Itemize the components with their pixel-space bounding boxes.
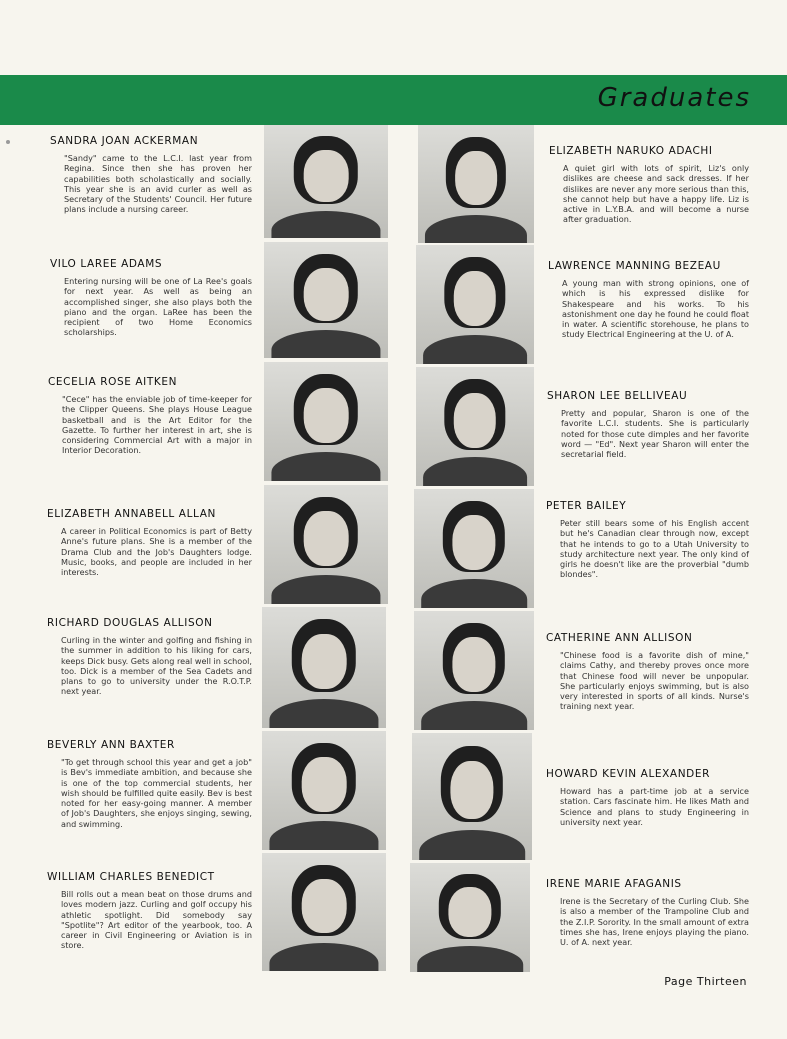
- graduate-name: CECELIA ROSE AITKEN: [48, 376, 178, 388]
- graduate-entry: [549, 145, 749, 225]
- graduate-entry: [547, 390, 749, 459]
- graduate-bio: "Chinese food is a favorite dish of mine," claims Cathy, and thereby proves once more that Chinese food will never be unpopular. She particularly enjoys swimming, but is also very interested in sports of all kinds. Nurse's training next year.: [560, 650, 749, 712]
- graduate-entry: [548, 260, 749, 340]
- graduate-bio: Howard has a part-time job at a service station. Cars fascinate him. He likes Math and Science and plans to study Engineering in university next year.: [560, 786, 749, 827]
- graduate-bio: Entering nursing will be one of La Ree's goals for next year. As well as being an accomplished singer, she also plays both the piano and the organ. LaRee has been the recipient of two Home Economics scholarships.: [64, 276, 252, 338]
- graduate-portrait: [264, 125, 388, 238]
- graduate-portrait: [262, 607, 386, 728]
- graduate-bio: "To get through school this year and get a job" is Bev's immediate ambition, and because she is one of the top commercial students, her wish should be fulfilled quite easily. Bev is best noted for her easy-going manner. A member of Job's Daughters, she enjoys singing, sewing, and swimming.: [61, 757, 252, 829]
- graduate-name: SHARON LEE BELLIVEAU: [547, 390, 688, 402]
- graduate-entry: [546, 632, 749, 712]
- header-banner: [0, 75, 787, 125]
- graduate-bio: A career in Political Economics is part of Betty Anne's future plans. She is a member of the Drama Club and the Job's Daughters lodge. Music, books, and people are included in her interests.: [61, 526, 252, 578]
- graduate-name: HOWARD KEVIN ALEXANDER: [546, 768, 710, 780]
- graduate-bio: Peter still bears some of his English accent but he's Canadian clear through now, except that he intends to go to a Utah University to study architecture next year. The only kind of girls he doesn't like are the proverbial "dumb blondes".: [560, 518, 749, 580]
- graduate-bio: Curling in the winter and golfing and fishing in the summer in addition to his liking for cars, keeps Dick busy. Gets along real well in school, too. Dick is a member of the Sea Cadets and plans to go to university under the R.O.T.P. next year.: [61, 635, 253, 697]
- graduate-entry: [47, 617, 252, 697]
- graduate-bio: Irene is the Secretary of the Curling Club. She is also a member of the Trampoline Club and the Z.I.P. Sorority. In the small amount of extra times she has, Irene enjoys playing the piano. U. of A. next year.: [560, 896, 749, 948]
- graduate-bio: Pretty and popular, Sharon is one of the favorite L.C.I. students. She is particularly noted for those cute dimples and her favorite word — "Ed". Next year Sharon will enter the secretarial field.: [561, 408, 749, 460]
- margin-mark: [6, 140, 10, 144]
- graduate-bio: Bill rolls out a mean beat on those drums and loves modern jazz. Curling and golf occupy his athletic spotlight. Did somebody say "Spotlite"? Art editor of the yearbook, too. A career in Civil Engineering or Aviation is in store.: [61, 889, 252, 951]
- graduate-name: SANDRA JOAN ACKERMAN: [50, 135, 199, 147]
- graduate-portrait: [414, 489, 534, 608]
- graduate-entry: [50, 135, 252, 215]
- graduate-name: ELIZABETH NARUKO ADACHI: [549, 145, 713, 157]
- graduate-portrait: [262, 853, 386, 971]
- graduate-bio: "Sandy" came to the L.C.I. last year from Regina. Since then she has proven her capabilities both scholastically and socially. This year she is an avid curler as well as Secretary of the Students' Council. Her future plans include a nursing career.: [64, 153, 252, 215]
- graduate-entry: [47, 871, 252, 951]
- graduate-bio: A young man with strong opinions, one of which is his expressed dislike for Shakespeare and his works. To his astonishment one day he found he could float in water. A scientific storehouse, he plans to study Electrical Engineering at the U. of A.: [562, 278, 749, 340]
- graduate-entry: [546, 878, 749, 947]
- graduate-name: LAWRENCE MANNING BEZEAU: [548, 260, 721, 272]
- graduate-entry: [546, 500, 749, 580]
- graduate-entry: [50, 258, 252, 338]
- graduate-name: PETER BAILEY: [546, 500, 627, 512]
- graduate-name: ELIZABETH ANNABELL ALLAN: [47, 508, 216, 520]
- graduate-portrait: [412, 733, 532, 860]
- graduate-name: CATHERINE ANN ALLISON: [546, 632, 693, 644]
- graduate-portrait: [414, 611, 534, 730]
- graduate-portrait: [264, 485, 388, 604]
- graduate-portrait: [416, 367, 534, 486]
- page-number: Page Thirteen: [664, 975, 747, 988]
- graduate-name: BEVERLY ANN BAXTER: [47, 739, 175, 751]
- graduate-portrait: [410, 863, 530, 972]
- graduate-entry: [47, 739, 252, 829]
- graduate-portrait: [264, 362, 388, 481]
- graduate-name: WILLIAM CHARLES BENEDICT: [47, 871, 215, 883]
- graduate-entry: [48, 376, 252, 456]
- graduate-bio: A quiet girl with lots of spirit, Liz's only dislikes are cheese and sack dresses. If her dislikes are never any more serious than this, she cannot help but have a happy life. Liz is active in L.Y.B.A. and will become a nurse after graduation.: [563, 163, 749, 225]
- graduate-name: RICHARD DOUGLAS ALLISON: [47, 617, 213, 629]
- graduate-bio: "Cece" has the enviable job of time-keeper for the Clipper Queens. She plays House League basketball and is the Art Editor for the Gazette. To further her interest in art, she is considering Commercial Art with a major in Interior Decoration.: [62, 394, 252, 456]
- graduate-name: IRENE MARIE AFAGANIS: [546, 878, 682, 890]
- page-title: Graduates: [597, 83, 751, 113]
- graduate-entry: [546, 768, 749, 827]
- graduate-entry: [47, 508, 252, 577]
- graduate-portrait: [418, 125, 534, 243]
- graduate-portrait: [262, 731, 386, 850]
- graduate-portrait: [416, 245, 534, 364]
- graduate-portrait: [264, 242, 388, 358]
- graduate-name: VILO LAREE ADAMS: [50, 258, 163, 270]
